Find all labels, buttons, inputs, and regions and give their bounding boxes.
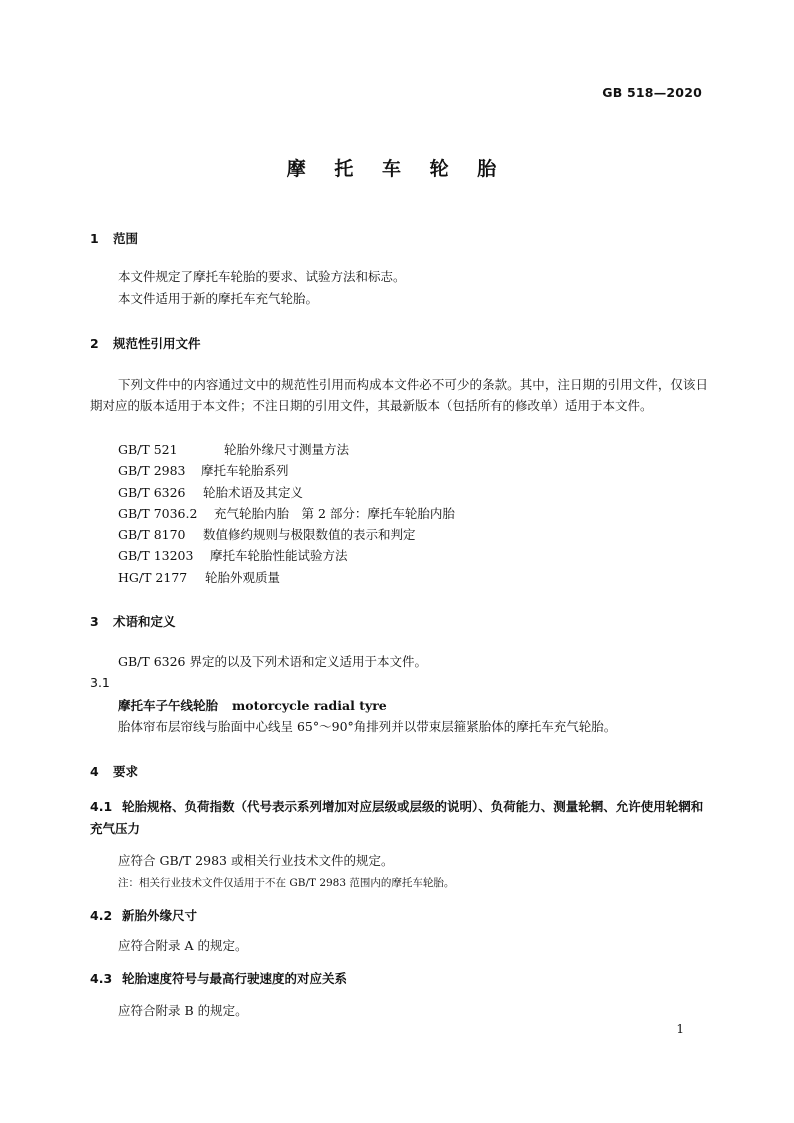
section-4-heading (90, 762, 138, 780)
section-title: 范围 (113, 231, 139, 246)
reference-code: HG/T 2177 (118, 570, 188, 585)
term-chinese: 摩托车子午线轮胎 (118, 698, 219, 713)
subsection-number: 4.1 (90, 799, 113, 814)
section-1-heading (90, 229, 138, 247)
reference-code: GB/T 13203 (118, 548, 194, 563)
reference-item (118, 440, 349, 458)
section-number: 1 (90, 231, 99, 246)
standard-code: GB 518—2020 (602, 85, 702, 100)
section-number: 2 (90, 336, 99, 351)
subsection-title: 轮胎速度符号与最高行驶速度的对应关系 (122, 971, 348, 986)
paragraph: 应符合 GB/T 2983 或相关行业技术文件的规定。 (118, 853, 394, 868)
intro-paragraph: 下列文件中的内容通过文中的规范性引用而构成本文件必不可少的条款。其中，注日期的引用文件，仅该日期对应的版本适用于本文件；不注日期的引用文件，其最新版本（包括所有的修改单）适用于本文件。 (90, 377, 708, 413)
reference-code: GB/T 6326 (118, 485, 186, 500)
section-title: 术语和定义 (113, 614, 176, 629)
section-title: 规范性引用文件 (113, 336, 201, 351)
reference-title: 数值修约规则与极限数值的表示和判定 (203, 527, 416, 542)
section-title: 要求 (113, 764, 139, 779)
term-heading (118, 696, 387, 714)
subsection-number: 4.2 (90, 908, 113, 923)
paragraph: 应符合附录 A 的规定。 (118, 938, 248, 953)
subsection-title: 轮胎规格、负荷指数（代号表示系列增加对应层级或层级的说明）、负荷能力、测量轮辋、允许使用轮辋和充气压力 (90, 799, 704, 836)
reference-item (118, 483, 303, 501)
paragraph: GB/T 6326 界定的以及下列术语和定义适用于本文件。 (118, 654, 427, 669)
paragraph: 本文件适用于新的摩托车充气轮胎。 (118, 291, 319, 306)
section-3-heading (90, 612, 176, 630)
reference-title: 轮胎外观质量 (205, 570, 281, 585)
reference-item (118, 461, 289, 479)
section-number: 3 (90, 614, 99, 629)
reference-item (118, 504, 455, 522)
reference-code: GB/T 2983 (118, 463, 186, 478)
paragraph: 本文件规定了摩托车轮胎的要求、试验方法和标志。 (118, 269, 406, 284)
term-definition: 胎体帘布层帘线与胎面中心线呈 65°～90°角排列并以带束层箍紧胎体的摩托车充气轮胎。 (118, 719, 617, 734)
document-title: 摩 托 车 轮 胎 (286, 158, 508, 180)
reference-title: 轮胎术语及其定义 (203, 485, 304, 500)
note: 注：相关行业技术文件仅适用于不在 GB/T 2983 范围内的摩托车轮胎。 (118, 877, 455, 889)
reference-item (118, 546, 348, 564)
subsection-4-1-heading (90, 796, 708, 840)
subsection-4-2-heading (90, 906, 197, 924)
subsection-4-3-heading (90, 969, 347, 987)
reference-code: GB/T 8170 (118, 527, 186, 542)
subsection-number: 4.3 (90, 971, 113, 986)
section-2-heading (90, 334, 201, 352)
reference-title: 充气轮胎内胎 第 2 部分：摩托车轮胎内胎 (214, 506, 455, 521)
reference-title: 摩托车轮胎系列 (201, 463, 289, 478)
term-number: 3.1 (90, 675, 110, 690)
paragraph: 应符合附录 B 的规定。 (118, 1003, 248, 1018)
reference-code: GB/T 7036.2 (118, 506, 198, 521)
page-number: 1 (676, 1022, 684, 1036)
reference-title: 摩托车轮胎性能试验方法 (210, 548, 348, 563)
section-number: 4 (90, 764, 99, 779)
reference-code: GB/T 521 (118, 442, 178, 457)
term-english: motorcycle radial tyre (232, 698, 387, 713)
reference-item (118, 525, 416, 543)
reference-title: 轮胎外缘尺寸测量方法 (224, 442, 350, 457)
subsection-title: 新胎外缘尺寸 (122, 908, 198, 923)
reference-item (118, 568, 280, 586)
